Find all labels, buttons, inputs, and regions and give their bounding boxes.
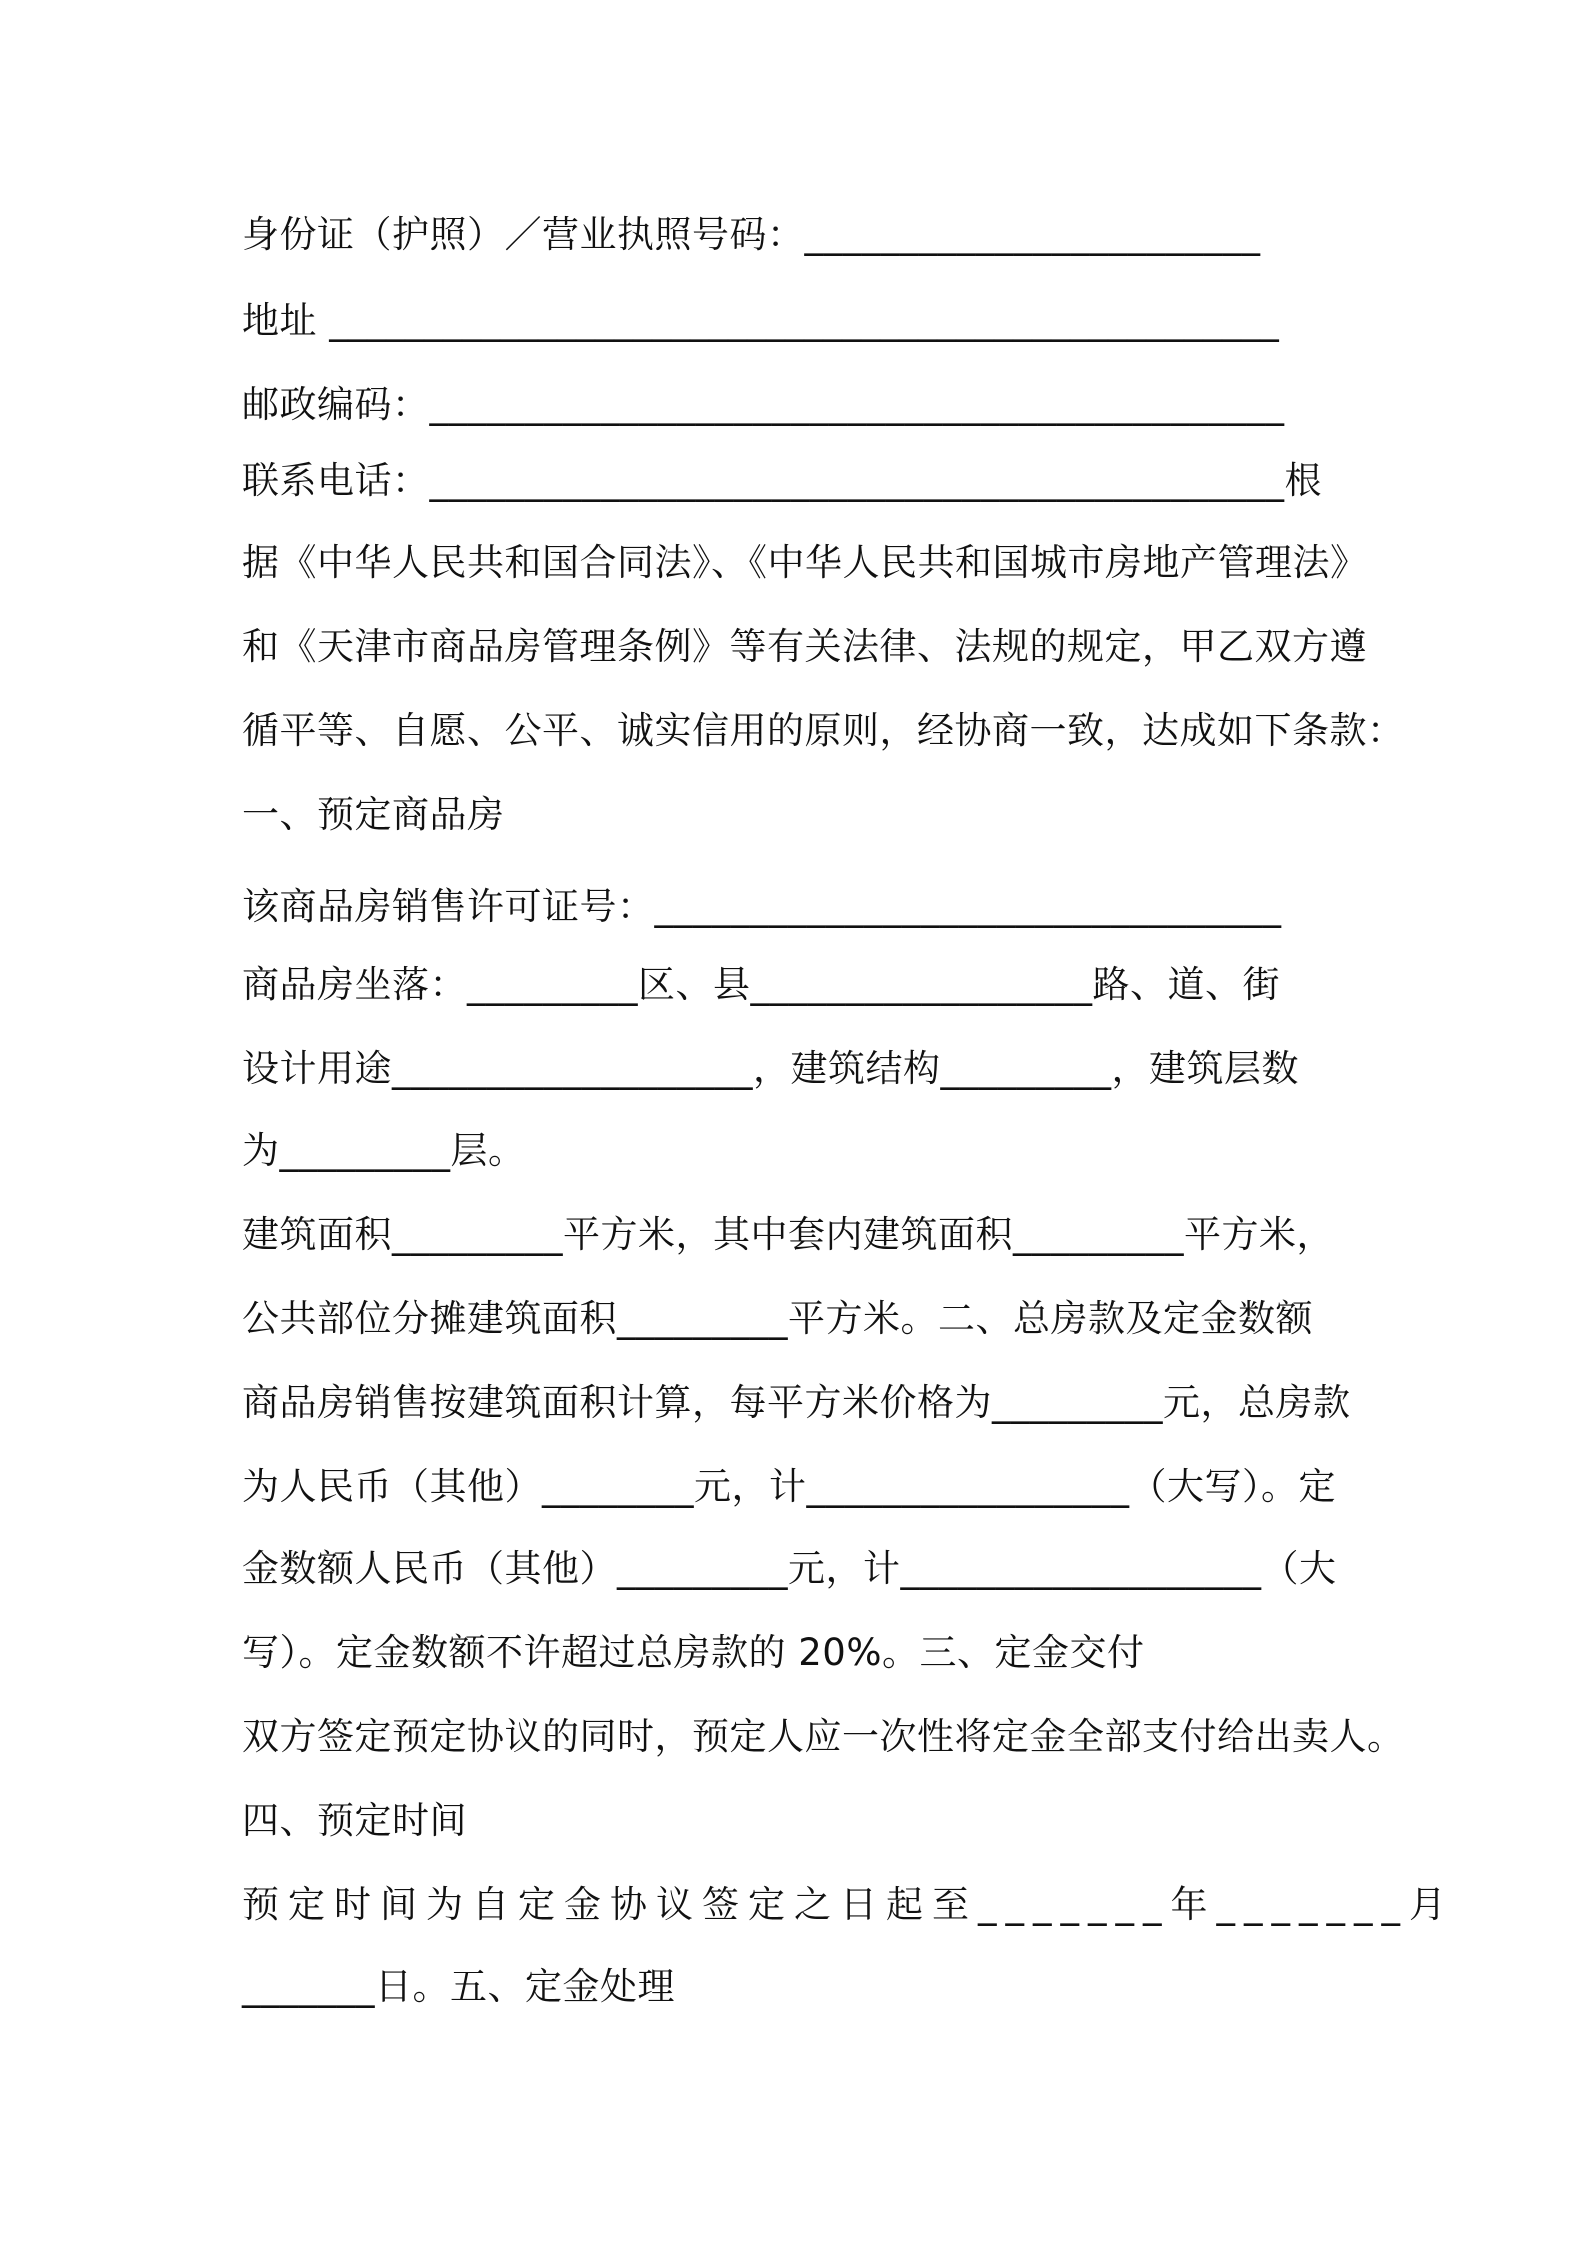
postal-code-line: 邮政编码：_____________________________________________ [242, 383, 1285, 426]
phone-line: 联系电话：_____________________________________________根 [242, 459, 1322, 502]
deposit-amount-line: 金数额人民币（其他）_________元，计___________________（大 [242, 1547, 1337, 1590]
area-line: 建筑面积_________平方米，其中套内建筑面积_________平方米， [242, 1213, 1334, 1256]
address-line: 地址 __________________________________________________ [242, 299, 1280, 342]
body-paragraph-line: 和《天津市商品房管理条例》等有关法律、法规的规定，甲乙双方遵 [242, 625, 1367, 668]
price-line: 商品房销售按建筑面积计算，每平方米价格为_________元，总房款 [242, 1381, 1351, 1424]
deposit-limit-line: 写）。定金数额不许超过总房款的 20%。三、定金交付 [242, 1631, 1145, 1674]
sales-permit-line: 该商品房销售许可证号：_________________________________ [242, 885, 1282, 928]
id-number-line: 身份证（护照）／营业执照号码：________________________ [242, 213, 1261, 256]
floors-line: 为_________层。 [242, 1129, 526, 1172]
body-paragraph-line: 循平等、自愿、公平、诚实信用的原则，经协商一致，达成如下条款： [242, 709, 1405, 752]
shared-area-line: 公共部位分摊建筑面积_________平方米。二、总房款及定金数额 [242, 1297, 1313, 1340]
section-heading: 四、预定时间 [242, 1799, 467, 1842]
body-paragraph-line: 据《中华人民共和国合同法》、《中华人民共和国城市房地产管理法》 [242, 541, 1368, 584]
reservation-end-line: _______日。五、定金处理 [242, 1965, 675, 2008]
design-use-line: 设计用途___________________，建筑结构_________，建筑层数 [242, 1047, 1299, 1090]
location-line: 商品房坐落：_________区、县__________________路、道、街 [242, 963, 1280, 1006]
reservation-time-line: 预定时间为自定金协议签定之日起至_______年_______月 [242, 1883, 1455, 1926]
total-price-line: 为人民币（其他）________元，计_________________（大写）。定 [242, 1465, 1336, 1508]
deposit-payment-line: 双方签定预定协议的同时，预定人应一次性将定金全部支付给出卖人。 [242, 1715, 1405, 1758]
section-heading: 一、预定商品房 [242, 793, 505, 836]
